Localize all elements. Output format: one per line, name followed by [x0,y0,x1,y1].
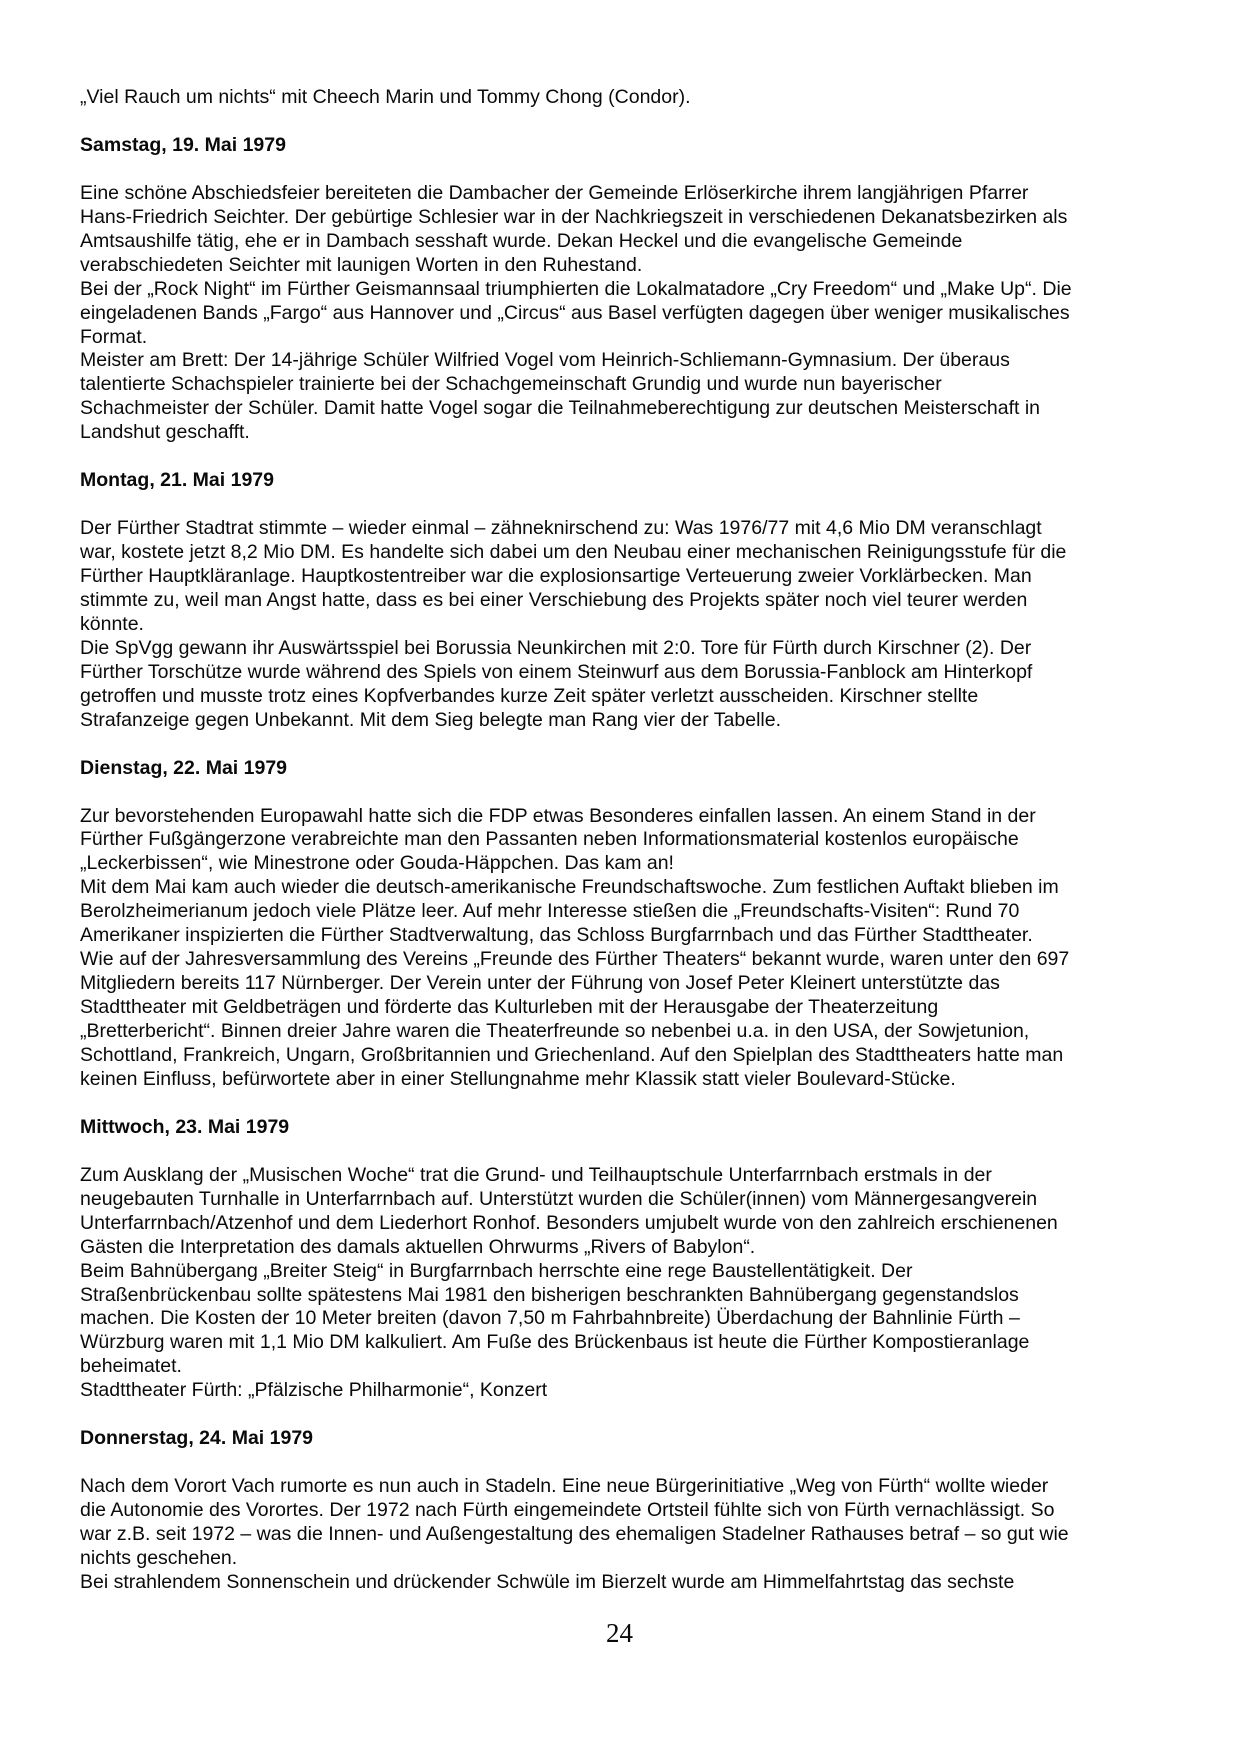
section-heading: Dienstag, 22. Mai 1979 [80,756,288,779]
text-line: stimmte zu, weil man Angst hatte, dass es bei einer Verschiebung des Projekts später noch viel teurer werden [80,588,1028,611]
text-line: keinen Einfluss, befürwortete aber in einer Stellungnahme mehr Klassik statt vieler Boulevard-Stücke. [80,1067,956,1090]
document-content [80,86,1168,1595]
section-heading: Montag, 21. Mai 1979 [80,469,274,492]
paragraph [80,182,1168,278]
section-heading: Samstag, 19. Mai 1979 [80,133,286,156]
text-line: getroffen und musste trotz eines Kopfverbandes kurze Zeit später verletzt ausscheiden. Kirschner stellte [80,684,979,707]
text-line: „Bretterbericht“. Binnen dreier Jahre waren die Theaterfreunde so nebenbei u.a. in den USA, der Sowjetunion, [80,1020,1030,1043]
text-line: nichts geschehen. [80,1546,238,1569]
text-line: Landshut geschafft. [80,421,250,444]
text-line: Fürther Hauptkläranlage. Hauptkostentreiber war die explosionsartige Verteuerung zweier Vorklärbecken. Man [80,565,1032,587]
text-line: Fürther Torschütze wurde während des Spiels von einem Steinwurf aus dem Borussia-Fanblock am Hinterkopf [80,660,1033,683]
text-line: Der Fürther Stadtrat stimmte – wieder einmal – zähneknirschend zu: Was 1976/77 mit 4,6 Mio DM veranschlagt [80,517,1042,540]
text-line: war, kostete jetzt 8,2 Mio DM. Es handelte sich dabei um den Neubau einer mechanischen Reinigungsstufe für die [80,541,1067,564]
text-line: Berolzheimerianum jedoch viele Plätze leer. Auf mehr Interesse stießen die „Freundschafts-Visiten“: Rund 70 [80,900,1020,923]
text-line: Hans-Friedrich Seichter. Der gebürtige Schlesier war in der Nachkriegszeit in verschiedenen Dekanatsbezirken als [80,205,1068,228]
paragraph [80,1260,1168,1380]
text-line: Würzburg waren mit 1,1 Mio DM kalkuliert. Am Fuße des Brückenbaus ist heute die Fürther Kompostieranlage [80,1331,1030,1354]
text-line: „Viel Rauch um nichts“ mit Cheech Marin und Tommy Chong (Condor). [80,86,691,108]
text-line: Gästen die Interpretation des damals aktuellen Ohrwurms „Rivers of Babylon“. [80,1235,756,1258]
text-line: Mit dem Mai kam auch wieder die deutsch-amerikanische Freundschaftswoche. Zum festlichen Auftakt blieben im [80,876,1059,899]
text-line: Beim Bahnübergang „Breiter Steig“ in Burgfarrnbach herrschte eine rege Baustellentätigkeit. Der [80,1259,913,1282]
text-line: Die SpVgg gewann ihr Auswärtsspiel bei Borussia Neunkirchen mit 2:0. Tore für Fürth durch Kirschner (2). Der [80,636,1032,659]
text-line: Stadttheater Fürth: „Pfälzische Philharmonie“, Konzert [80,1379,548,1402]
text-line: Nach dem Vorort Vach rumorte es nun auch in Stadeln. Eine neue Bürgerinitiative „Weg von Fürth“ wollte wieder [80,1475,1049,1498]
text-line: Strafanzeige gegen Unbekannt. Mit dem Sieg belegte man Rang vier der Tabelle. [80,708,781,731]
section-heading: Mittwoch, 23. Mai 1979 [80,1115,290,1138]
text-line: die Autonomie des Vorortes. Der 1972 nach Fürth eingemeindete Ortsteil fühlte sich von Fürth vernachlässigt. So [80,1499,1055,1522]
text-line: Stadttheater mit Geldbeträgen und förderte das Kulturleben mit der Herausgabe der Theaterzeitung [80,996,939,1019]
paragraph [80,948,1168,1092]
text-line: Schachmeister der Schüler. Damit hatte Vogel sogar die Teilnahmeberechtigung zur deutschen Meisterschaft in [80,397,1041,420]
text-line: Bei der „Rock Night“ im Fürther Geismannsaal triumphierten die Lokalmatadore „Cry Freedom“ und „Make Up“. Die [80,277,1072,300]
paragraph [80,1379,1168,1403]
text-line: machen. Die Kosten der 10 Meter breiten (davon 7,50 m Fahrbahnbreite) Überdachung der Bahnlinie Fürth – [80,1307,1020,1330]
paragraph [80,637,1168,733]
text-line: Format. [80,325,148,348]
text-line: Zum Ausklang der „Musischen Woche“ trat die Grund- und Teilhauptschule Unterfarrnbach erstmals in der [80,1163,992,1186]
text-line: Unterfarrnbach/Atzenhof und dem Liederhort Ronhof. Besonders umjubelt wurde von den zahlreich erschienenen [80,1211,1058,1234]
paragraph [80,805,1168,877]
text-line: Fürther Fußgängerzone verabreichte man den Passanten neben Informationsmaterial kostenlos europäische [80,828,1019,851]
paragraph [80,86,1168,110]
text-line: talentierte Schachspieler trainierte bei der Schachgemeinschaft Grundig und wurde nun bayerischer [80,373,942,396]
text-line: Eine schöne Abschiedsfeier bereiteten die Dambacher der Gemeinde Erlöserkirche ihrem langjährigen Pfarrer [80,181,1029,204]
paragraph [80,1164,1168,1260]
text-line: Amerikaner inspizierten die Fürther Stadtverwaltung, das Schloss Burgfarrnbach und das Fürther Stadttheater. [80,924,1033,947]
text-line: war z.B. seit 1972 – was die Innen- und Außengestaltung des ehemaligen Stadelner Rathauses betraf – so gut wie [80,1523,1069,1546]
text-line: Zur bevorstehenden Europawahl hatte sich die FDP etwas Besonderes einfallen lassen. An einem Stand in der [80,804,1036,827]
text-line: Amtsaushilfe tätig, ehe er in Dambach sesshaft wurde. Dekan Heckel und die evangelische Gemeinde [80,229,963,252]
text-line: neugebauten Turnhalle in Unterfarrnbach auf. Unterstützt wurden die Schüler(innen) vom Männergesangverein [80,1187,1038,1210]
paragraph [80,876,1168,948]
text-line: „Leckerbissen“, wie Minestrone oder Gouda-Häppchen. Das kam an! [80,852,674,875]
text-line: beheimatet. [80,1355,182,1378]
text-line: Mitgliedern bereits 117 Nürnberger. Der Verein unter der Führung von Josef Peter Kleinert unterstützte das [80,972,1000,995]
text-line: verabschiedeten Seichter mit launigen Worten in den Ruhestand. [80,253,643,276]
text-line: Bei strahlendem Sonnenschein und drückender Schwüle im Bierzelt wurde am Himmelfahrtstag das sechste [80,1570,1015,1593]
text-line: könnte. [80,612,144,635]
paragraph [80,1475,1168,1571]
page-number: 24 [606,1618,633,1648]
paragraph [80,1571,1168,1595]
text-line: eingeladenen Bands „Fargo“ aus Hannover und „Circus“ aus Basel verfügten dagegen über weniger musikalisches [80,301,1070,324]
text-line: Wie auf der Jahresversammlung des Vereins „Freunde des Fürther Theaters“ bekannt wurde, waren unter den 697 [80,948,1070,971]
text-line: Straßenbrückenbau sollte spätestens Mai 1981 den bisherigen beschrankten Bahnübergang gegenstandslos [80,1283,1019,1306]
section-heading: Donnerstag, 24. Mai 1979 [80,1427,314,1450]
text-line: Schottland, Frankreich, Ungarn, Großbritannien und Griechenland. Auf den Spielplan des Stadttheaters hatte man [80,1044,1064,1067]
paragraph [80,278,1168,350]
paragraph [80,517,1168,637]
text-line: Meister am Brett: Der 14-jährige Schüler Wilfried Vogel vom Heinrich-Schliemann-Gymnasium. Der überaus [80,349,1010,372]
paragraph [80,349,1168,445]
